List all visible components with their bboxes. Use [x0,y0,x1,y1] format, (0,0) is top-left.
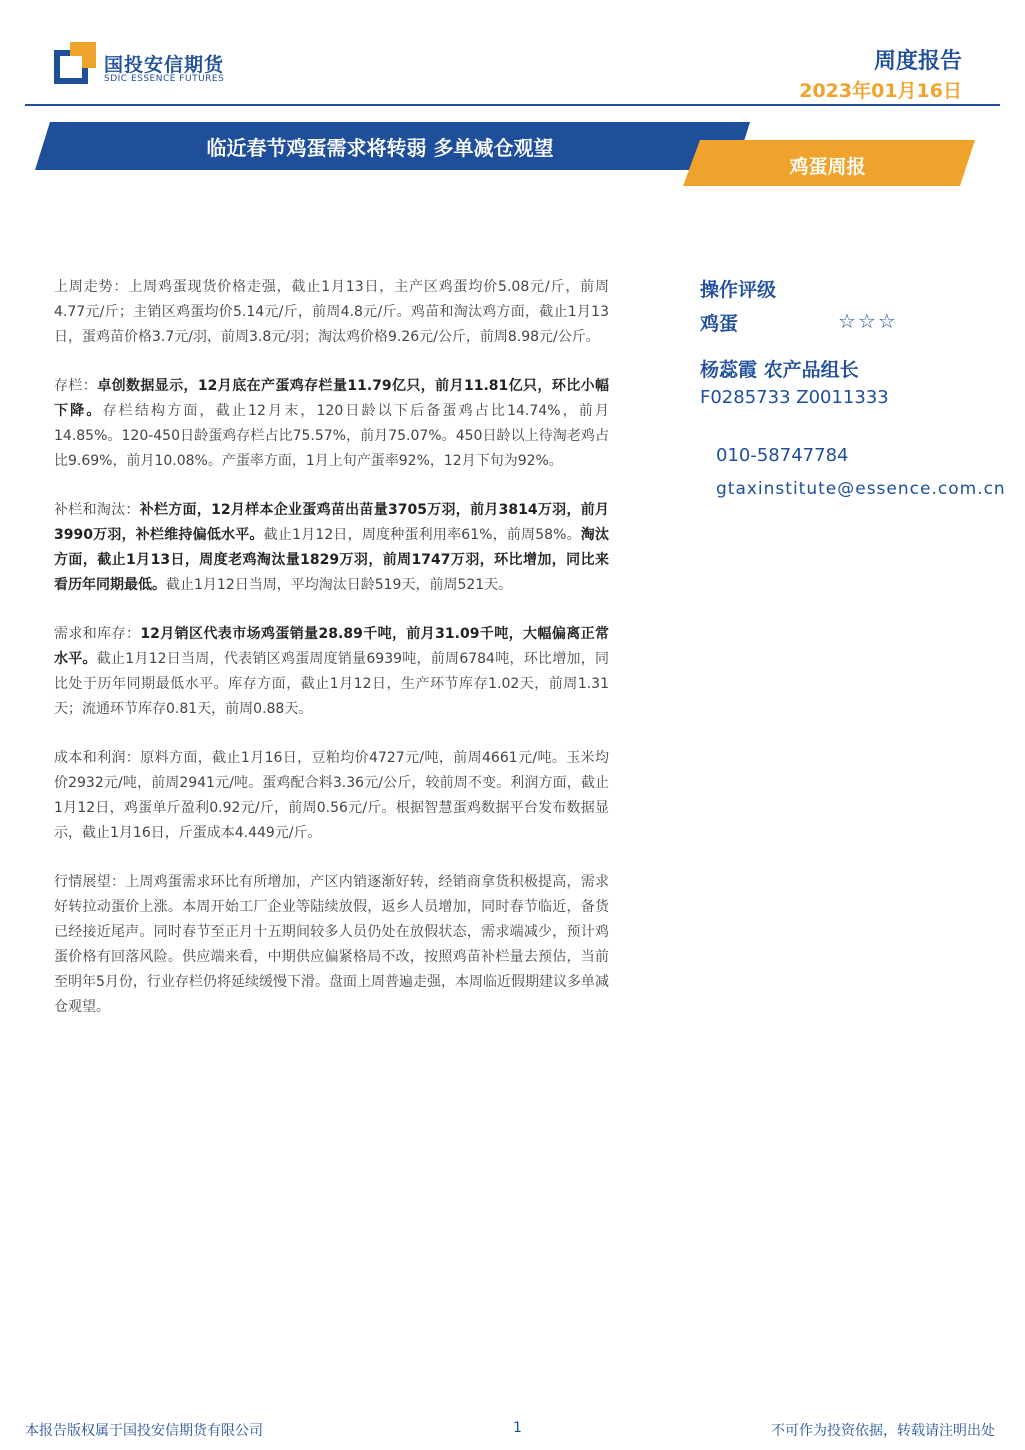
footer-copyright: 本报告版权属于国投安信期货有限公司 [25,1423,263,1439]
report-body [54,275,609,1044]
rating-product: 鸡蛋 [700,313,739,335]
header-divider [25,104,1000,106]
report-type: 周度报告 [873,49,962,74]
analyst-name: 杨蕊霞 农产品组长 [700,359,859,381]
rating-row [700,305,1020,345]
page-number: 1 [513,1420,522,1436]
section-inventory: 存栏：卓创数据显示，12月底在产蛋鸡存栏量11.79亿只，前月11.81亿只，环比小幅下降。存栏结构方面，截止12月末，120日龄以下后备蛋鸡占比14.74%，前月14.85%。120-450日龄蛋鸡存栏占比75.57%，前月75.07%。450日龄以上待淘老鸡占比9.69%，前月10.08%。产蛋率方面，1月上旬产蛋率92%，12月下旬为92%。 [54,378,610,469]
section-cost-profit: 成本和利润：原料方面，截止1月16日，豆粕均价4727元/吨，前周4661元/吨。玉米均价2932元/吨，前周2941元/吨。蛋鸡配合料3.36元/公斤，较前周不变。利润方面，截止1月12日，鸡蛋单斤盈利0.92元/斤，前周0.56元/斤。根据智慧蛋鸡数据平台发布数据显示，截止1月16日，斤蛋成本4.449元/斤。 [54,750,609,841]
sidebar [700,275,1020,499]
section-weekly-trend: 上周走势：上周鸡蛋现货价格走强，截止1月13日，主产区鸡蛋均价5.08元/斤，前周4.77元/斤；主销区鸡蛋均价5.14元/斤，前周4.8元/斤。鸡苗和淘汰鸡方面，截止1月13日，蛋鸡苗价格3.7元/羽，前周3.8元/羽；淘汰鸡价格9.26元/公斤，前周8.98元/公斤。 [54,279,610,345]
report-date: 2023年01月16日 [799,80,962,102]
section-restock-culling: 补栏和淘汰：补栏方面，12月样本企业蛋鸡苗出苗量3705万羽，前月3814万羽，前月3990万羽，补栏维持偏低水平。截止1月12日，周度种蛋利用率61%，前周58%。淘汰方面，截止1月13日，周度老鸡淘汰量1829万羽，前周1747万羽，环比增加，同比来看历年同期最低。截止1月12日当周，平均淘汰日龄519天，前周521天。 [54,502,610,593]
report-category-tag: 鸡蛋周报 [789,156,866,178]
contact-email[interactable]: gtaxinstitute@essence.com.cn [716,479,1006,499]
logo-mark-icon [54,42,96,84]
footer-disclaimer: 不可作为投资依据，转载请注明出处 [771,1423,995,1439]
rating-heading: 操作评级 [700,279,777,301]
contact-phone: 010-58747784 [716,445,849,466]
section-outlook: 行情展望：上周鸡蛋需求环比有所增加，产区内销逐渐好转，经销商拿货积极提高，需求好转拉动蛋价上涨。本周开始工厂企业等陆续放假，返乡人员增加，同时春节临近，备货已经接近尾声。同时春节至正月十五期间较多人员仍处在放假状态，需求端减少，预计鸡蛋价格有回落风险。供应端来看，中期供应偏紧格局不改，按照鸡苗补栏量去预估，当前至明年5月份，行业存栏仍将延续缓慢下滑。盘面上周普遍走强，本周临近假期建议多单减仓观望。 [54,874,610,1015]
analyst-certifications: F0285733 Z0011333 [700,387,889,408]
logo-text-cn: 国投安信期货 [104,54,225,76]
logo-text-en: SDIC ESSENCE FUTURES [104,74,225,84]
section-demand-stock: 需求和库存：12月销区代表市场鸡蛋销量28.89千吨，前月31.09千吨，大幅偏离正常水平。截止1月12日当周，代表销区鸡蛋周度销量6939吨，前周6784吨，环比增加，同比处于历年同期最低水平。库存方面，截止1月12日，生产环节库存1.02天，前周1.31天；流通环节库存0.81天，前周0.88天。 [54,626,610,717]
rating-stars-icon: ☆☆☆ [838,309,898,333]
company-logo [54,42,234,92]
report-title: 临近春节鸡蛋需求将转弱 多单减仓观望 [206,136,554,160]
